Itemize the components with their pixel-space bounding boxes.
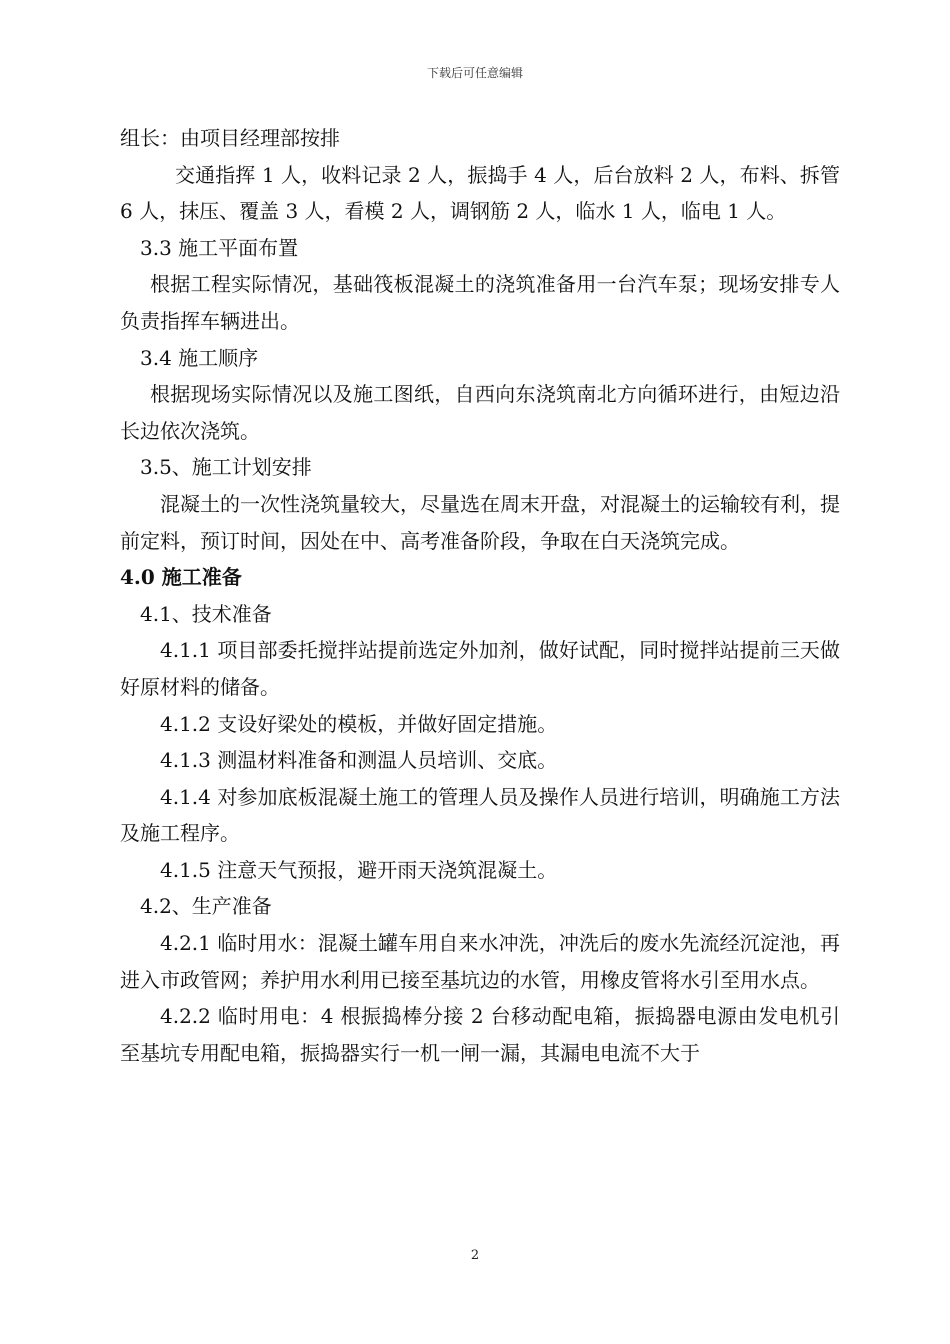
section-heading-4-0: 4.0 施工准备 (120, 565, 242, 590)
document-body (120, 120, 840, 1071)
page-number: 2 (470, 1248, 480, 1263)
section-heading-4-1: 4.1、技术准备 (140, 601, 272, 626)
section-heading-3-3: 3.3 施工平面布置 (140, 235, 299, 260)
paragraph-4-2-1: 4.2.1 临时用水：混凝土罐车用自来水冲洗，冲洗后的废水先流经沉淀池，再进入市政管网；养护用水利用已接至基坑边的水管，用橡皮管将水引至用水点。 (120, 931, 840, 992)
section-heading-3-4: 3.4 施工顺序 (140, 345, 259, 370)
paragraph-4-1-3: 4.1.3 测温材料准备和测温人员培训、交底。 (160, 748, 558, 773)
paragraph-4-2-2: 4.2.2 临时用电：4 根振捣棒分接 2 台移动配电箱，振捣器电源由发电机引至基坑专用配电箱，振捣器实行一机一闸一漏，其漏电电流不大于 (120, 1004, 840, 1065)
paragraph-4-1-4: 4.1.4 对参加底板混凝土施工的管理人员及操作人员进行培训，明确施工方法及施工程序。 (120, 784, 840, 846)
section-heading-4-2: 4.2、生产准备 (140, 894, 272, 919)
section-heading-3-5: 3.5、施工计划安排 (140, 455, 312, 480)
paragraph-4-1-1: 4.1.1 项目部委托搅拌站提前选定外加剂，做好试配，同时搅拌站提前三天做好原材料的储备。 (120, 638, 840, 699)
paragraph-pouring-sequence: 根据现场实际情况以及施工图纸，自西向东浇筑南北方向循环进行，由短边沿长边依次浇筑。 (120, 382, 840, 443)
paragraph-staffing: 交通指挥 1 人，收料记录 2 人，振捣手 4 人，后台放料 2 人，布料、拆管 6 人，抹压、覆盖 3 人，看模 2 人，调钢筋 2 人，临水 1 人，临电 1 人。 (120, 162, 840, 224)
page-header: 下载后可任意编辑 (426, 66, 523, 80)
paragraph-schedule: 混凝土的一次性浇筑量较大，尽量选在周末开盘，对混凝土的运输较有利，提前定料，预订时间，因处在中、高考准备阶段，争取在白天浇筑完成。 (120, 491, 840, 553)
paragraph-4-1-2: 4.1.2 支设好梁处的模板，并做好固定措施。 (160, 711, 558, 736)
paragraph-site-layout: 根据工程实际情况，基础筏板混凝土的浇筑准备用一台汽车泵；现场安排专人负责指挥车辆进出。 (120, 272, 840, 333)
paragraph-4-1-5: 4.1.5 注意天气预报，避开雨天浇筑混凝土。 (160, 857, 558, 882)
paragraph-team-leader: 组长：由项目经理部按排 (120, 126, 340, 150)
